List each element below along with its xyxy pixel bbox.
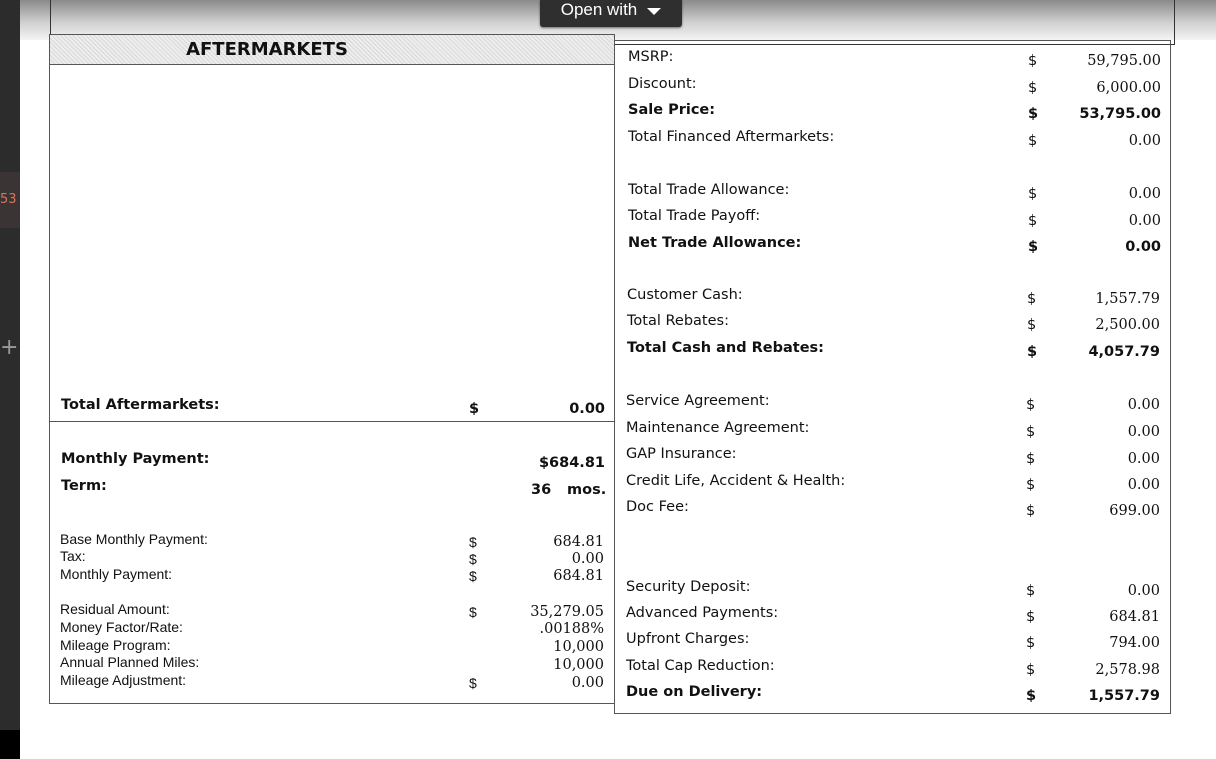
detail-label: Mileage Program: [60,637,171,653]
detail-label: Base Monthly Payment: [60,531,208,547]
summary-value: 2,578.98 [1095,662,1160,678]
summary-value: 0.00 [1125,239,1161,255]
summary-value: 0.00 [1128,213,1161,229]
aftermarkets-panel [49,34,615,704]
summary-currency: $ [1028,239,1039,255]
summary-label: GAP Insurance: [626,446,737,462]
summary-value: 0.00 [1127,451,1160,467]
summary-label: Security Deposit: [626,579,751,595]
summary-value: 684.81 [1109,609,1160,625]
total-aftermarkets-label: Total Aftermarkets: [61,397,220,413]
summary-value: 1,557.79 [1088,688,1160,704]
summary-value: 794.00 [1109,635,1160,651]
summary-label: Total Trade Allowance: [628,182,790,198]
summary-currency: $ [1026,635,1036,651]
summary-currency: $ [1028,133,1038,149]
detail-value: 0.00 [571,551,604,567]
term-value: 36 [531,482,552,498]
detail-value: 684.81 [553,534,604,550]
summary-label: Doc Fee: [626,499,689,515]
detail-value: 0.00 [571,675,604,691]
summary-currency: $ [1027,317,1037,333]
detail-currency: $ [469,534,477,550]
detail-value: 10,000 [553,639,604,655]
summary-value: 0.00 [1128,133,1161,149]
summary-label: Service Agreement: [626,393,770,409]
detail-label: Tax: [60,548,86,564]
summary-value: 53,795.00 [1079,106,1161,122]
aftermarkets-header: AFTERMARKETS [50,35,614,65]
summary-currency: $ [1028,106,1039,122]
detail-value: 684.81 [553,568,604,584]
summary-currency: $ [1027,291,1037,307]
term-label: Term: [61,478,107,494]
summary-currency: $ [1026,662,1036,678]
detail-label: Money Factor/Rate: [60,619,183,635]
detail-label: Mileage Adjustment: [60,672,187,688]
summary-label: Upfront Charges: [626,631,750,647]
detail-label: Residual Amount: [60,601,170,617]
detail-value: 35,279.05 [530,604,604,620]
summary-value: 1,557.79 [1095,291,1160,307]
summary-value: 0.00 [1127,424,1160,440]
total-aftermarkets-currency: $ [469,401,480,417]
open-with-label: Open with [560,0,638,19]
summary-value: 59,795.00 [1087,53,1161,69]
detail-label: Monthly Payment: [60,566,173,582]
side-panel-tab[interactable]: 53 [0,172,20,228]
summary-currency: $ [1026,609,1036,625]
summary-value: 0.00 [1128,186,1161,202]
summary-label: Customer Cash: [627,287,743,303]
detail-currency: $ [469,675,477,691]
chevron-down-icon [647,8,661,15]
detail-label: Annual Planned Miles: [60,654,200,670]
summary-value: 4,057.79 [1088,344,1160,360]
side-panel-strip [0,0,20,759]
term-unit: mos. [567,482,607,498]
summary-label: Due on Delivery: [626,684,763,700]
summary-label: Total Trade Payoff: [628,208,761,224]
monthly-payment-value: $684.81 [538,455,605,471]
monthly-payment-label: Monthly Payment: [61,451,210,467]
summary-currency: $ [1026,688,1037,704]
summary-label: Total Financed Aftermarkets: [628,129,835,145]
divider [50,421,614,422]
summary-currency: $ [1026,583,1036,599]
summary-currency: $ [1028,53,1038,69]
summary-currency: $ [1028,80,1038,96]
summary-value: 0.00 [1127,477,1160,493]
summary-currency: $ [1028,186,1038,202]
summary-value: 6,000.00 [1096,80,1161,96]
summary-label: Total Cash and Rebates: [627,340,824,356]
summary-label: Total Cap Reduction: [626,658,775,674]
summary-label: Net Trade Allowance: [628,235,802,251]
summary-label: MSRP: [628,49,674,65]
summary-label: Maintenance Agreement: [626,420,810,436]
summary-label: Sale Price: [628,102,716,118]
total-aftermarkets-value: 0.00 [569,401,605,417]
detail-value: 10,000 [553,657,604,673]
summary-label: Credit Life, Accident & Health: [626,473,846,489]
summary-value: 699.00 [1109,503,1160,519]
summary-currency: $ [1027,344,1038,360]
document-page [20,0,1216,759]
side-panel-footer [0,730,20,759]
summary-currency: $ [1026,397,1036,413]
detail-currency: $ [469,551,477,567]
summary-currency: $ [1028,213,1038,229]
summary-currency: $ [1026,451,1036,467]
summary-currency: $ [1026,424,1036,440]
add-icon[interactable]: + [0,335,19,360]
summary-label: Advanced Payments: [626,605,779,621]
summary-value: 0.00 [1127,583,1160,599]
summary-currency: $ [1026,503,1036,519]
deal-summary-panel [614,40,1171,714]
detail-value: .00188% [539,621,604,637]
detail-currency: $ [469,568,477,584]
summary-currency: $ [1026,477,1036,493]
summary-label: Total Rebates: [627,313,729,329]
detail-currency: $ [469,604,477,620]
summary-label: Discount: [628,76,697,92]
summary-value: 0.00 [1127,397,1160,413]
open-with-button[interactable] [540,0,682,27]
summary-value: 2,500.00 [1095,317,1160,333]
